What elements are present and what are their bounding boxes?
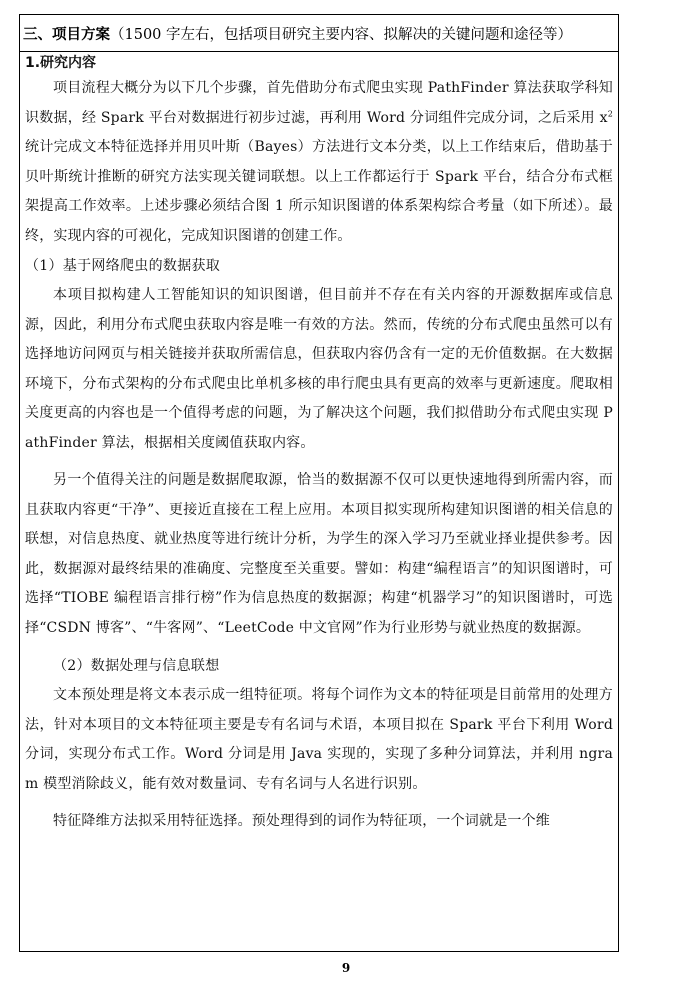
header-note: （1500 字左右，包括项目研究主要内容、拟解决的关键问题和途径等） xyxy=(110,26,573,43)
header-title: 三、项目方案 xyxy=(23,26,110,43)
processing-paragraph-2: 特征降维方法拟采用特征选择。预处理得到的词作为特征项，一个词就是一个维 xyxy=(53,813,550,829)
crawler-paragraph-2: 另一个值得关注的问题是数据爬取源，恰当的数据源不仅可以更快速地得到所需内容，而且获取内容更“干净”、更接近直接在工程上应用。本项目拟实现所构建知识图谱的相关信息的联想，对信息热度、就业热度等进行统计分析，为学生的深入学习乃至就业择业提供参考。因此，数据源对最终结果的准确度、完整度至关重要。譬如：构建“编程语言”的知识图谱时，可选择“TIOBE 编程语言排行榜”作为信息热度的数据源；构建“机器学习”的知识图谱时，可选择“CSDN 博客”、“牛客网”、“LeetCode 中文官网”作为行业形势与就业热度的数据源。 xyxy=(25,472,613,636)
paragraph-gap xyxy=(25,799,613,807)
page-number: 9 xyxy=(341,961,351,975)
intro-paragraph xyxy=(25,74,613,251)
intro-text-a: 项目流程大概分为以下几个步骤，首先借助分布式爬虫实现 PathFinder 算法获取学科知识数据，经 Spark 平台对数据进行初步过滤，再利用 Word 分词组件完成分词，之后采用 x xyxy=(25,80,613,126)
chi-square-superscript: 2 xyxy=(607,108,613,118)
intro-text-b: 统计完成文本特征选择并用贝叶斯（Bayes）方法进行文本分类，以上工作结束后，借助基于贝叶斯统计推断的研究方法实现关键词联想。以上工作都运行于 Spark 平台，结合分布式框架提高工作效率。上述步骤必须结合图 1 所示知识图谱的体系架构综合考量（如下所述）。最终，实现内容的可视化，完成知识图谱的创建工作。 xyxy=(25,139,613,244)
paragraph-gap xyxy=(25,643,613,651)
section-title: 1.研究内容 xyxy=(25,55,97,71)
section-header xyxy=(20,15,618,52)
processing-paragraph-1: 文本预处理是将文本表示成一组特征项。将每个词作为文本的特征项是目前常用的处理方法，针对本项目的文本特征项主要是专有名词与术语，本项目拟在 Spark 平台下利用 Word 分词，实现分布式工作。Word 分词是用 Java 实现的，实现了多种分词算法，并利用 ngram 模型消除歧义，能有效对数量词、专有名词与人名进行识别。 xyxy=(25,687,613,792)
proposal-table xyxy=(19,14,619,952)
subsection-heading-crawler: （1）基于网络爬虫的数据获取 xyxy=(25,258,221,274)
subsection-heading-processing: （2）数据处理与信息联想 xyxy=(53,658,220,674)
section-content xyxy=(20,52,618,837)
crawler-paragraph-1: 本项目拟构建人工智能知识的知识图谱，但目前并不存在有关内容的开源数据库或信息源，因此，利用分布式爬虫获取内容是唯一有效的方法。然而，传统的分布式爬虫虽然可以有选择地访问网页与相关链接并获取所需信息，但获取内容仍含有一定的无价值数据。在大数据环境下，分布式架构的分布式爬虫比单机多核的串行爬虫具有更高的效率与更新速度。爬取相关度更高的内容也是一个值得考虑的问题，为了解决这个问题，我们拟借助分布式爬虫实现 PathFinder 算法，根据相关度阈值获取内容。 xyxy=(25,287,613,451)
paragraph-gap xyxy=(25,458,613,466)
